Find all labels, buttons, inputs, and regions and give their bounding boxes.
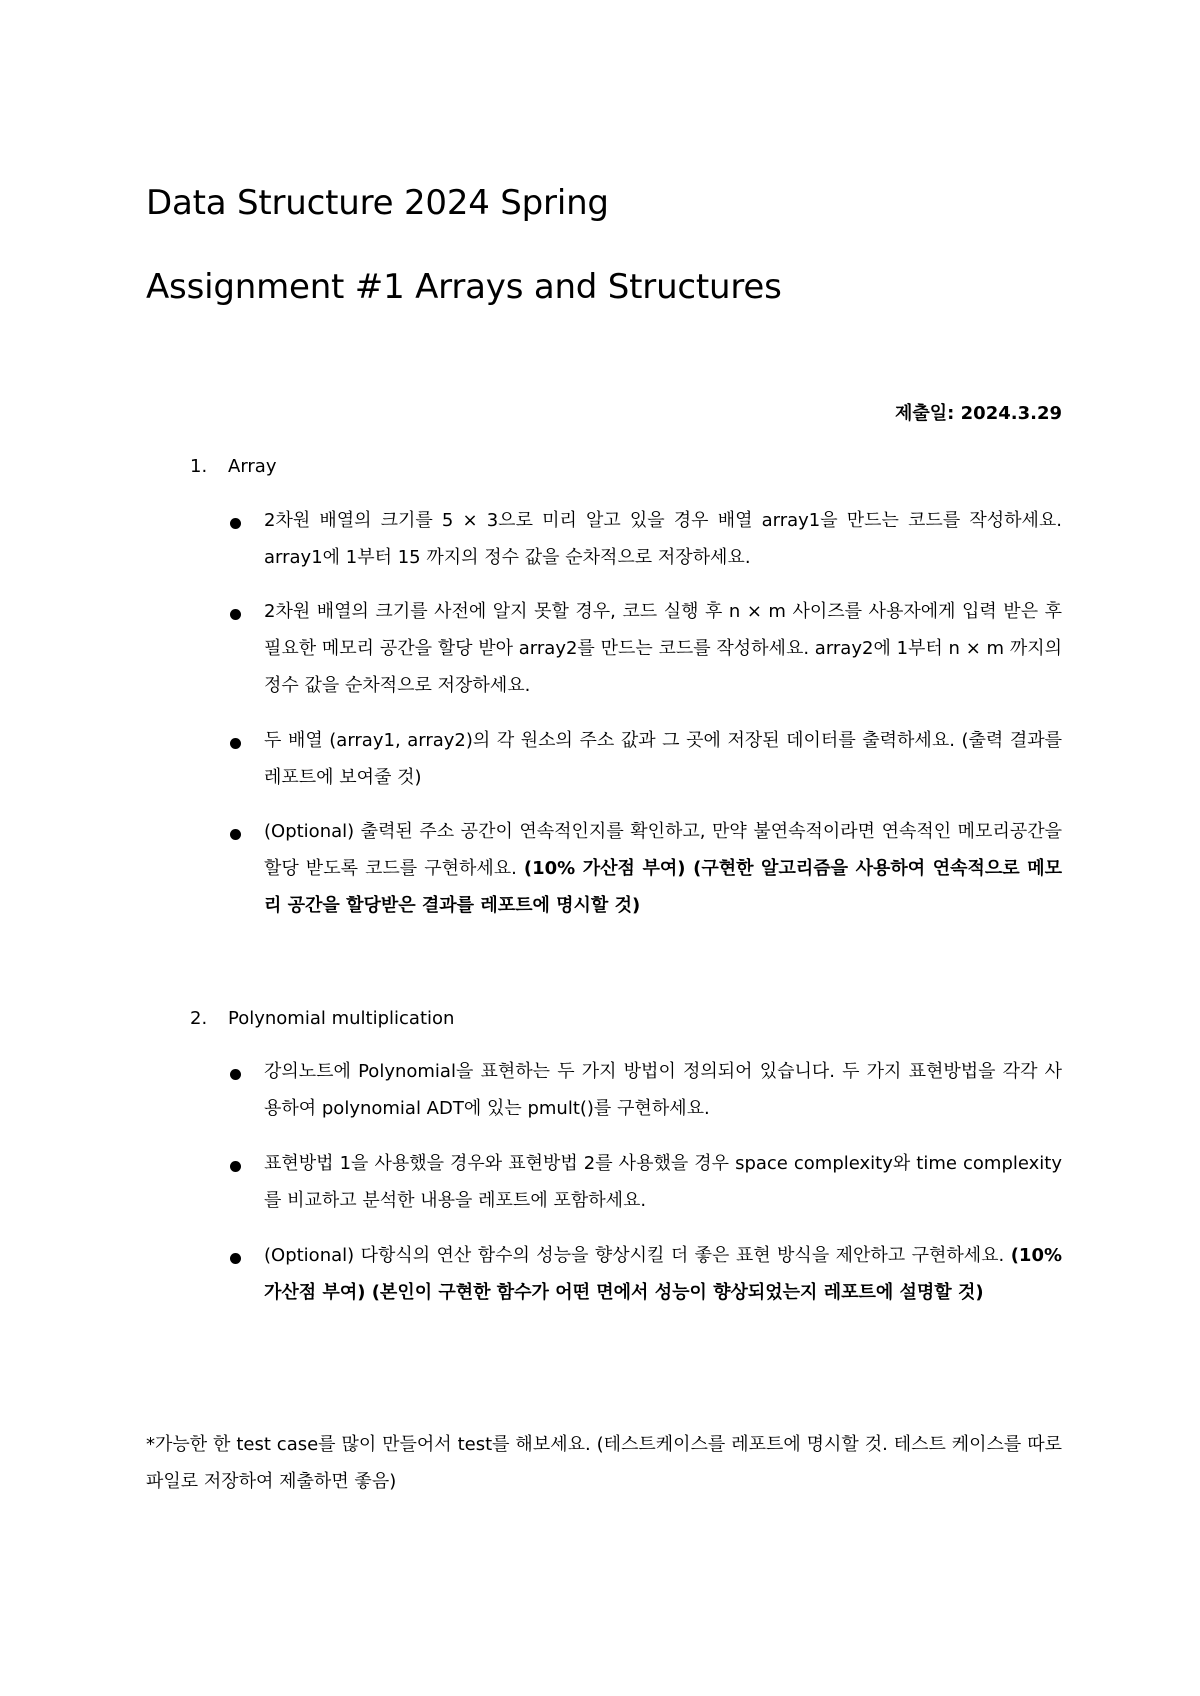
bullet-icon (230, 603, 266, 623)
bullet-icon (230, 512, 266, 532)
list-item-bold-text: (10% 가산점 부여) (구현한 알고리즘을 사용하여 연속적으로 메모리 공간을 할당받은 결과를 레포트에 명시할 것) (264, 858, 1062, 916)
bullet-icon (230, 1063, 266, 1083)
footnote: *가능한 한 test case를 많이 만들어서 test를 해보세요. (테스트케이스를 레포트에 명시할 것. 테스트 케이스를 따로 파일로 저장하여 제출하면 좋음) (146, 1434, 1062, 1492)
bullet-icon (230, 823, 266, 843)
list-item-1-2 (264, 593, 1062, 704)
section-1-heading (190, 456, 276, 477)
list-item-text: 두 배열 (array1, array2)의 각 원소의 주소 값과 그 곳에 저장된 데이터를 출력하세요. (출력 결과를 레포트에 보여줄 것) (264, 730, 1062, 788)
section-2-heading (190, 1008, 454, 1029)
list-item-bold-text: (10% 가산점 부여) (본인이 구현한 함수가 어떤 면에서 성능이 향상되었는지 레포트에 설명할 것) (264, 1245, 1062, 1303)
list-item-1-3 (264, 722, 1062, 796)
list-item-text: (Optional) 출력된 주소 공간이 연속적인지를 확인하고, 만약 불연속적이라면 연속적인 메모리공간을 할당 받도록 코드를 구현하세요. (264, 821, 1062, 879)
section-2-number: 2. (190, 1008, 208, 1029)
list-item-2-2 (264, 1145, 1062, 1219)
list-item-text: (Optional) 다항식의 연산 함수의 성능을 향상시킬 더 좋은 표현 방식을 제안하고 구현하세요. (264, 1245, 1011, 1266)
list-item-1-1 (264, 502, 1062, 576)
list-item-2-3 (264, 1237, 1062, 1311)
bullet-icon (230, 732, 266, 752)
list-item-text: 표현방법 1을 사용했을 경우와 표현방법 2를 사용했을 경우 space complexity와 time complexity를 비교하고 분석한 내용을 레포트에 포함하세요. (264, 1153, 1062, 1211)
list-item-2-1 (264, 1053, 1062, 1127)
due-date: 제출일: 2024.3.29 (895, 403, 1062, 424)
list-item-1-4 (264, 813, 1062, 924)
bullet-icon (230, 1155, 266, 1175)
section-2-title: Polynomial multiplication (228, 1008, 455, 1029)
assignment-title: Assignment #1 Arrays and Structures (146, 267, 782, 307)
bullet-icon (230, 1247, 266, 1267)
list-item-text: 2차원 배열의 크기를 5 × 3으로 미리 알고 있을 경우 배열 array1을 만드는 코드를 작성하세요. array1에 1부터 15 까지의 정수 값을 순차적으로 저장하세요. (264, 510, 1062, 568)
section-1-title: Array (228, 456, 277, 477)
section-1-number: 1. (190, 456, 208, 477)
list-item-text: 강의노트에 Polynomial을 표현하는 두 가지 방법이 정의되어 있습니다. 두 가지 표현방법을 각각 사용하여 polynomial ADT에 있는 pmult()를 구현하세요. (264, 1061, 1062, 1119)
course-title: Data Structure 2024 Spring (146, 183, 609, 223)
list-item-text: 2차원 배열의 크기를 사전에 알지 못할 경우, 코드 실행 후 n × m 사이즈를 사용자에게 입력 받은 후 필요한 메모리 공간을 할당 받아 array2를 만드는 코드를 작성하세요. array2에 1부터 n × m 까지의 정수 값을 순차적으로 저장하세요. (264, 601, 1062, 696)
